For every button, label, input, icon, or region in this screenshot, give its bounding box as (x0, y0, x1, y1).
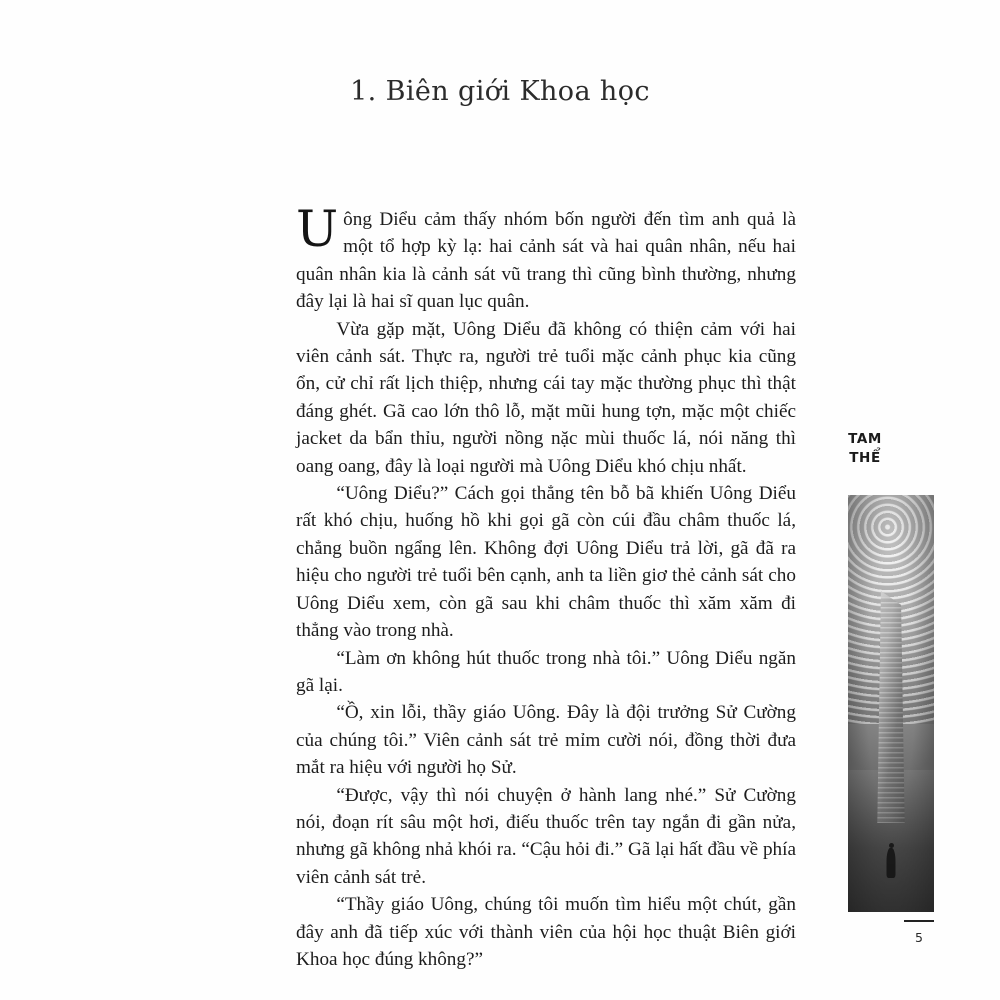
series-label (822, 430, 908, 468)
paragraph: “Được, vậy thì nói chuyện ở hành lang nhé.” Sử Cường nói, đoạn rít sâu một hơi, điếu thuốc trên tay ngắn đi gần nửa, nhưng gã không nhả khói ra. “Cậu hỏi đi.” Gã lại hất đầu về phía viên cảnh sát trẻ. (296, 784, 796, 888)
book-cover-image (848, 495, 934, 912)
paragraph: Uông Diểu cảm thấy nhóm bốn người đến tìm anh quả là một tổ hợp kỳ lạ: hai cảnh sát và hai quân nhân, nếu hai quân nhân kia là cảnh sát vũ trang thì cũng bình thường, nhưng đây lại là hai sĩ quan lục quân. (296, 200, 796, 313)
body-text-column (296, 200, 796, 973)
paragraph: “Làm ơn không hút thuốc trong nhà tôi.” Uông Diểu ngăn gã lại. (296, 647, 796, 696)
paragraph: “Thầy giáo Uông, chúng tôi muốn tìm hiểu một chút, gần đây anh đã tiếp xúc với thành viên của hội học thuật Biên giới Khoa học đúng không?” (296, 894, 796, 970)
paragraph: “Uông Diểu?” Cách gọi thẳng tên bỗ bã khiến Uông Diểu rất khó chịu, huống hồ khi gọi gã còn cúi đầu châm thuốc lá, chẳng buồn ngẩng lên. Không đợi Uông Diểu trả lời, gã đã ra hiệu cho người trẻ tuổi bên cạnh, anh ta liền giơ thẻ cảnh sát cho Uông Diểu xem, còn gã sau khi châm thuốc thì xăm xăm đi thẳng vào trong nhà. (296, 483, 796, 642)
series-label-line-1: TAM (848, 431, 882, 447)
folio-rule (904, 920, 934, 922)
page-number: 5 (915, 930, 923, 945)
paragraph: Vừa gặp mặt, Uông Diểu đã không có thiện cảm với hai viên cảnh sát. Thực ra, người trẻ tuổi mặc cảnh phục kia cũng ổn, cử chỉ rất lịch thiệp, nhưng cái tay mặc thường phục thì thật đáng ghét. Gã cao lớn thô lỗ, mặt mũi hung tợn, mặc một chiếc jacket da bẩn thỉu, người nồng nặc mùi thuốc lá, nói năng thì oang oang, đây là loại người mà Uông Diểu khó chịu nhất. (296, 318, 796, 477)
series-label-line-2: THỂ (849, 450, 881, 466)
cover-vignette (848, 495, 934, 912)
paragraph: “Ồ, xin lỗi, thầy giáo Uông. Đây là đội trưởng Sử Cường của chúng tôi.” Viên cảnh sát trẻ mỉm cười nói, đồng thời đưa mắt ra hiệu với người họ Sử. (296, 702, 796, 779)
page-title: 1. Biên giới Khoa học (350, 76, 650, 108)
